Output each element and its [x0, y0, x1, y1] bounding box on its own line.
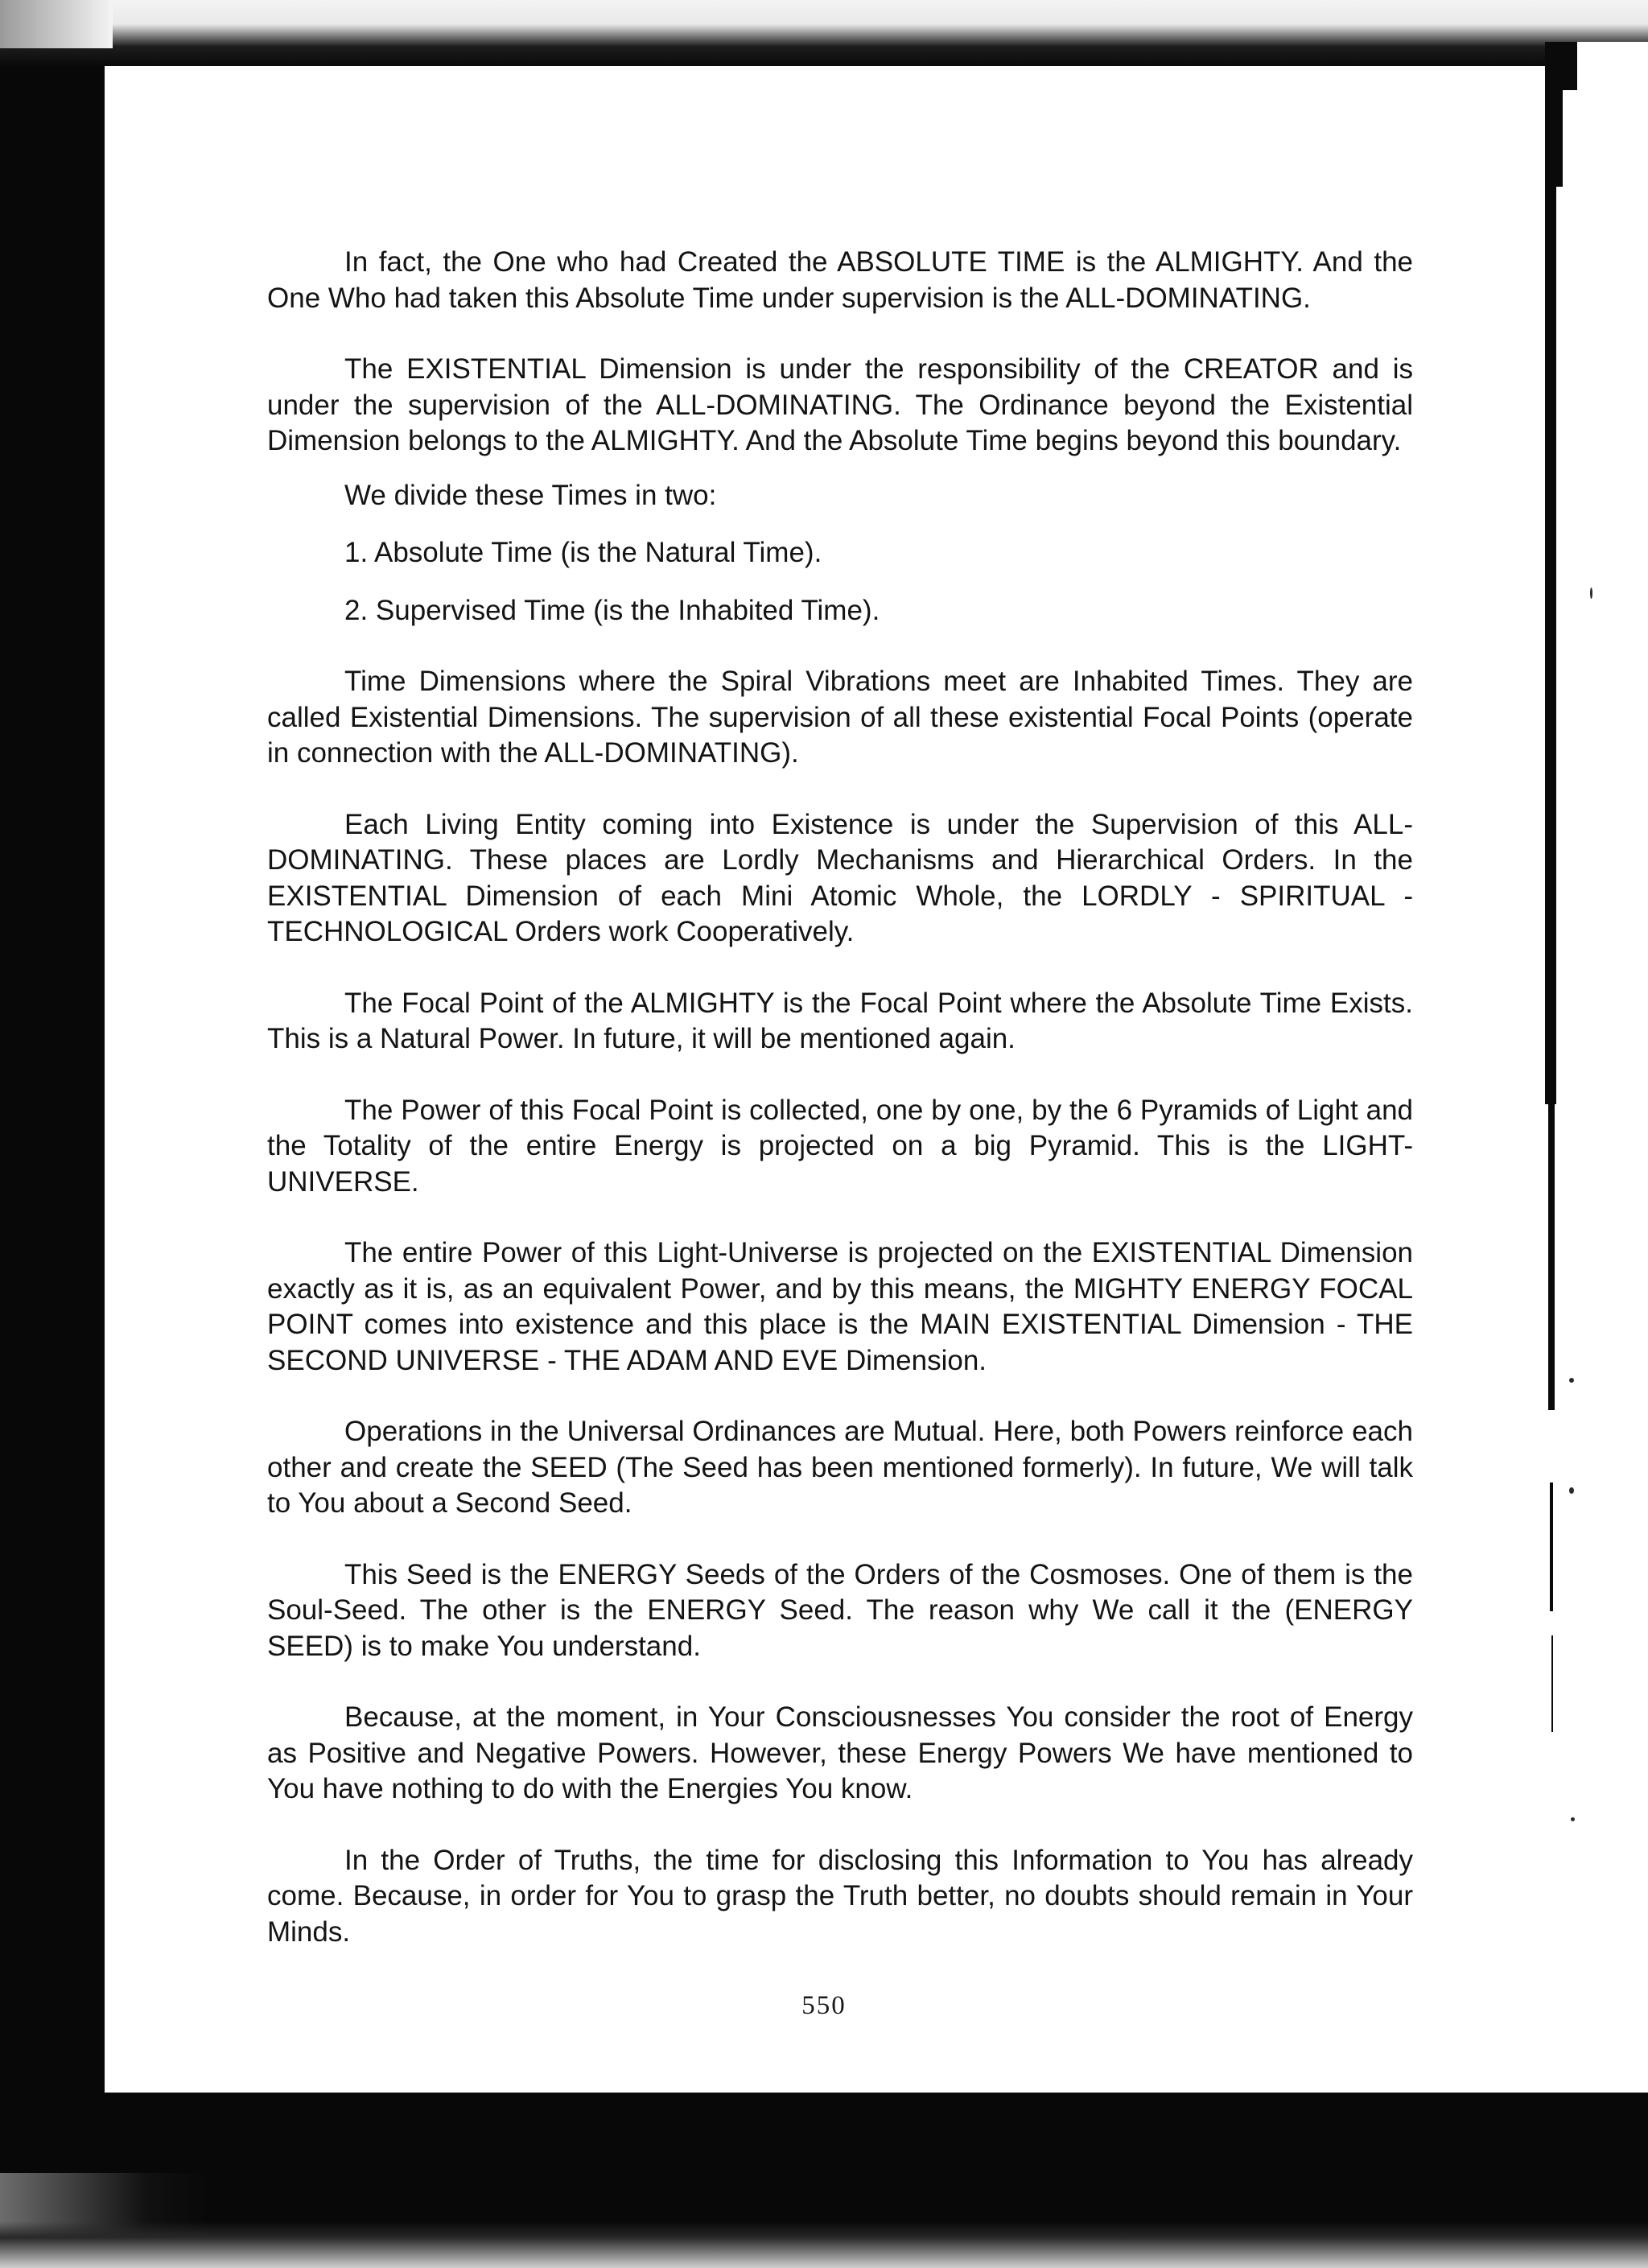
scan-border-left — [0, 0, 105, 2268]
scan-border-top — [0, 0, 1648, 66]
paragraph: Time Dimensions where the Spiral Vibrations meet are Inhabited Times. They are called Existential Dimensions. The supervision of all these existential Focal Points (operate in connection with the ALL-DOMINATING). — [267, 666, 1413, 769]
paragraph: Each Living Entity coming into Existence is under the Supervision of this ALL-DOMINATING. These places are Lordly Mechanisms and Hierarchical Orders. In the EXISTENTIAL Dimension of each Mini Atomic Whole, the LORDLY - SPIRITUAL - TECHNOLOGICAL Orders work Cooperatively. — [267, 808, 1413, 947]
paragraph: The entire Power of this Light-Universe is projected on the EXISTENTIAL Dimension exactly as it is, as an equivalent Power, and by this means, the MIGHTY ENERGY FOCAL POINT comes into existence and this place is the MAIN EXISTENTIAL Dimension - THE SECOND UNIVERSE - THE ADAM AND EVE Dimension. — [267, 1237, 1413, 1376]
page-number: 550 — [801, 1991, 847, 2020]
scan-corner-top-left — [0, 0, 113, 48]
paragraph: The EXISTENTIAL Dimension is under the responsibility of the CREATOR and is under the supervision of the ALL-DOMINATING. The Ordinance beyond the Existential Dimension belongs to the ALMIGHTY. And the Absolute Time begins beyond this boundary. — [267, 353, 1413, 456]
paragraph: Operations in the Universal Ordinances are Mutual. Here, both Powers reinforce each other and create the SEED (The Seed has been mentioned formerly). In future, We will talk to You about a Second Seed. — [267, 1416, 1413, 1519]
scan-speck — [1571, 1817, 1575, 1821]
scan-border-right — [1545, 42, 1648, 2093]
scan-speck — [1569, 1378, 1574, 1383]
paragraph: The Power of this Focal Point is collected, one by one, by the 6 Pyramids of Light and the Totality of the entire Energy is projected on a big Pyramid. This is the LIGHT-UNIVERSE. — [267, 1094, 1413, 1198]
scan-speck — [1590, 588, 1592, 599]
paragraph: We divide these Times in two: — [344, 479, 717, 511]
body-text — [267, 245, 1413, 1950]
list-item: 1. Absolute Time (is the Natural Time). — [344, 537, 822, 568]
paragraph: The Focal Point of the ALMIGHTY is the Focal Point where the Absolute Time Exists. This is a Natural Power. In future, it will be mentioned again. — [267, 987, 1413, 1054]
paragraph: In fact, the One who had Created the ABSOLUTE TIME is the ALMIGHTY. And the One Who had taken this Absolute Time under supervision is the ALL-DOMINATING. — [267, 246, 1413, 314]
paragraph: This Seed is the ENERGY Seeds of the Orders of the Cosmoses. One of them is the Soul-Seed. The other is the ENERGY Seed. The reason why We call it the (ENERGY SEED) is to make You understand. — [267, 1558, 1413, 1662]
scan-edge-bottom — [0, 2221, 1648, 2268]
scan-speck — [1569, 1487, 1574, 1494]
paragraph: In the Order of Truths, the time for disclosing this Information to You has already come. Because, in order for You to grasp the Truth better, no doubts should remain in Your Minds. — [267, 1844, 1413, 1948]
paragraph: Because, at the moment, in Your Consciousnesses You consider the root of Energy as Positive and Negative Powers. However, these Energy Powers We have mentioned to You have nothing to do with the Energies You know. — [267, 1701, 1413, 1804]
list-item: 2. Supervised Time (is the Inhabited Time). — [344, 594, 880, 626]
